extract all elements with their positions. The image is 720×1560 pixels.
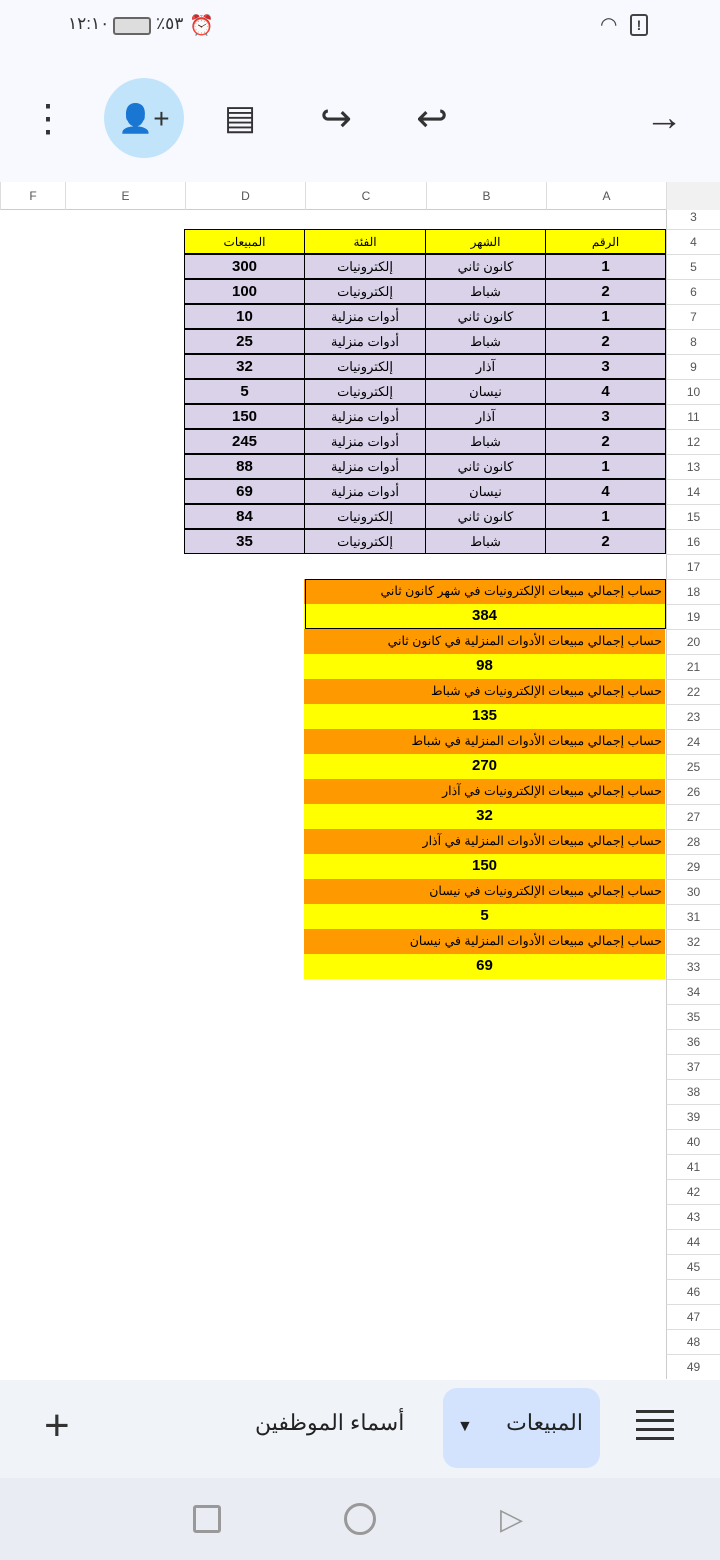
data-cell-A[interactable]: 2	[545, 529, 666, 554]
data-cell-A[interactable]: 3	[545, 404, 666, 429]
row-number[interactable]: 14	[666, 479, 720, 504]
data-cell-B[interactable]: شباط	[425, 329, 546, 354]
sheet-tab-employees[interactable]: أسماء الموظفين	[255, 1410, 405, 1435]
data-cell-A[interactable]: 2	[545, 329, 666, 354]
summary-value-cell[interactable]: 5	[304, 904, 665, 929]
data-cell-A[interactable]: 1	[545, 504, 666, 529]
data-cell-A[interactable]: 1	[545, 254, 666, 279]
summary-label-cell[interactable]: حساب إجمالي مبيعات الإلكترونيات في نيسان	[304, 879, 665, 904]
data-cell-B[interactable]: كانون ثاني	[425, 504, 546, 529]
more-options-icon[interactable]: ⋮	[29, 97, 67, 140]
spreadsheet-grid[interactable]	[0, 210, 720, 1380]
data-cell-A[interactable]: 4	[545, 479, 666, 504]
data-cell-B[interactable]: نيسان	[425, 379, 546, 404]
row-number[interactable]: 34	[666, 979, 720, 1004]
battery-percent: ٪٥٣	[156, 14, 184, 33]
row-number[interactable]: 3	[666, 210, 720, 229]
data-cell-B[interactable]: آذار	[425, 404, 546, 429]
share-add-person-icon[interactable]: 👤+	[104, 78, 184, 158]
redo-icon[interactable]: ↪	[320, 97, 352, 140]
row-number[interactable]: 33	[666, 954, 720, 979]
data-cell-C[interactable]: أدوات منزلية	[304, 479, 426, 504]
clock: ١٢:١٠	[68, 14, 110, 33]
summary-label-cell[interactable]: حساب إجمالي مبيعات الأدوات المنزلية في آذار	[304, 829, 665, 854]
toolbar	[0, 60, 720, 182]
row-number[interactable]: 21	[666, 654, 720, 679]
row-number[interactable]: 46	[666, 1279, 720, 1304]
row-number[interactable]: 25	[666, 754, 720, 779]
data-cell-B[interactable]: كانون ثاني	[425, 254, 546, 279]
wifi-icon: ◠	[600, 14, 618, 36]
data-cell-B[interactable]: شباط	[425, 529, 546, 554]
row-number[interactable]: 12	[666, 429, 720, 454]
row-number[interactable]: 38	[666, 1079, 720, 1104]
row-number[interactable]: 42	[666, 1179, 720, 1204]
header-cell-B[interactable]: الشهر	[425, 229, 546, 254]
column-header-C[interactable]: C	[305, 182, 426, 210]
sim-alert-icon: !	[630, 14, 648, 36]
header-cell-D[interactable]: المبيعات	[184, 229, 305, 254]
data-cell-B[interactable]: كانون ثاني	[425, 304, 546, 329]
forward-arrow-icon[interactable]: →	[645, 96, 683, 139]
data-cell-C[interactable]: إلكترونيات	[304, 529, 426, 554]
data-cell-D[interactable]: 32	[184, 354, 305, 379]
summary-value-cell[interactable]: 69	[304, 954, 665, 979]
row-number[interactable]: 17	[666, 554, 720, 579]
row-number[interactable]: 36	[666, 1029, 720, 1054]
row-number[interactable]: 35	[666, 1004, 720, 1029]
row-number[interactable]: 29	[666, 854, 720, 879]
row-number[interactable]: 26	[666, 779, 720, 804]
header-cell-C[interactable]: الفئة	[304, 229, 426, 254]
row-number[interactable]: 24	[666, 729, 720, 754]
data-cell-C[interactable]: أدوات منزلية	[304, 429, 426, 454]
summary-value-cell[interactable]: 32	[304, 804, 665, 829]
data-cell-B[interactable]: شباط	[425, 279, 546, 304]
row-number[interactable]: 20	[666, 629, 720, 654]
alarm-icon: ⏰	[189, 15, 214, 37]
data-cell-D[interactable]: 5	[184, 379, 305, 404]
row-number[interactable]: 32	[666, 929, 720, 954]
recents-icon[interactable]	[193, 1505, 221, 1533]
data-cell-D[interactable]: 35	[184, 529, 305, 554]
header-cell-A[interactable]: الرقم	[545, 229, 666, 254]
data-cell-A[interactable]: 1	[545, 454, 666, 479]
row-number[interactable]: 41	[666, 1154, 720, 1179]
row-number[interactable]: 27	[666, 804, 720, 829]
row-number[interactable]: 23	[666, 704, 720, 729]
row-number[interactable]: 31	[666, 904, 720, 929]
row-number[interactable]: 5	[666, 254, 720, 279]
row-number[interactable]: 19	[666, 604, 720, 629]
data-cell-C[interactable]: إلكترونيات	[304, 279, 426, 304]
data-cell-D[interactable]: 100	[184, 279, 305, 304]
data-cell-B[interactable]: كانون ثاني	[425, 454, 546, 479]
row-number[interactable]: 45	[666, 1254, 720, 1279]
summary-label-cell[interactable]: حساب إجمالي مبيعات الأدوات المنزلية في كانون ثاني	[304, 629, 665, 654]
summary-label-cell[interactable]: حساب إجمالي مبيعات الإلكترونيات في شهر كانون ثاني	[304, 579, 665, 604]
column-headers	[0, 182, 720, 210]
data-cell-D[interactable]: 245	[184, 429, 305, 454]
data-cell-A[interactable]: 2	[545, 429, 666, 454]
row-number[interactable]: 7	[666, 304, 720, 329]
status-bar	[0, 0, 720, 60]
data-cell-A[interactable]: 1	[545, 304, 666, 329]
dropdown-caret-icon[interactable]: ▼	[457, 1418, 473, 1435]
column-header-B[interactable]: B	[426, 182, 546, 210]
data-cell-A[interactable]: 3	[545, 354, 666, 379]
data-cell-D[interactable]: 84	[184, 504, 305, 529]
data-cell-A[interactable]: 4	[545, 379, 666, 404]
sheet-tab-sales-label: المبيعات	[506, 1410, 583, 1435]
data-cell-D[interactable]: 88	[184, 454, 305, 479]
row-number[interactable]: 48	[666, 1329, 720, 1354]
data-cell-D[interactable]: 300	[184, 254, 305, 279]
row-number[interactable]: 10	[666, 379, 720, 404]
data-cell-D[interactable]: 69	[184, 479, 305, 504]
battery-icon	[113, 17, 151, 35]
sheet-tab-bar	[0, 1380, 720, 1478]
select-all-corner[interactable]	[666, 182, 720, 210]
add-sheet-icon[interactable]: +	[44, 1401, 70, 1450]
row-number[interactable]: 47	[666, 1304, 720, 1329]
column-header-D[interactable]: D	[185, 182, 305, 210]
data-cell-B[interactable]: شباط	[425, 429, 546, 454]
back-icon[interactable]: ▷	[500, 1503, 524, 1536]
all-sheets-menu-icon[interactable]	[636, 1410, 674, 1446]
row-number[interactable]: 15	[666, 504, 720, 529]
summary-value-cell[interactable]: 270	[304, 754, 665, 779]
data-cell-B[interactable]: نيسان	[425, 479, 546, 504]
summary-value-cell[interactable]: 98	[304, 654, 665, 679]
row-number[interactable]: 16	[666, 529, 720, 554]
data-cell-C[interactable]: أدوات منزلية	[304, 454, 426, 479]
data-cell-C[interactable]: إلكترونيات	[304, 254, 426, 279]
column-header-F[interactable]: F	[0, 182, 65, 210]
data-cell-D[interactable]: 150	[184, 404, 305, 429]
data-cell-C[interactable]: إلكترونيات	[304, 504, 426, 529]
summary-label-cell[interactable]: حساب إجمالي مبيعات الإلكترونيات في آذار	[304, 779, 665, 804]
row-number[interactable]: 11	[666, 404, 720, 429]
row-number[interactable]: 39	[666, 1104, 720, 1129]
row-number[interactable]: 9	[666, 354, 720, 379]
summary-value-cell[interactable]: 135	[304, 704, 665, 729]
summary-label-cell[interactable]: حساب إجمالي مبيعات الإلكترونيات في شباط	[304, 679, 665, 704]
data-cell-C[interactable]: أدوات منزلية	[304, 304, 426, 329]
summary-value-cell[interactable]: 150	[304, 854, 665, 879]
row-number[interactable]: 13	[666, 454, 720, 479]
column-header-A[interactable]: A	[546, 182, 666, 210]
data-cell-A[interactable]: 2	[545, 279, 666, 304]
data-cell-B[interactable]: آذار	[425, 354, 546, 379]
home-icon[interactable]	[344, 1503, 376, 1535]
row-number[interactable]: 40	[666, 1129, 720, 1154]
sheet-tab-sales[interactable]	[443, 1388, 600, 1468]
row-number[interactable]: 28	[666, 829, 720, 854]
summary-value-cell[interactable]: 384	[304, 604, 665, 629]
row-number[interactable]: 49	[666, 1354, 720, 1379]
summary-label-cell[interactable]: حساب إجمالي مبيعات الأدوات المنزلية في شباط	[304, 729, 665, 754]
row-number[interactable]: 44	[666, 1229, 720, 1254]
column-header-E[interactable]: E	[65, 182, 185, 210]
data-cell-C[interactable]: أدوات منزلية	[304, 329, 426, 354]
data-cell-C[interactable]: إلكترونيات	[304, 379, 426, 404]
data-cell-D[interactable]: 10	[184, 304, 305, 329]
row-number[interactable]: 22	[666, 679, 720, 704]
system-nav-bar	[0, 1478, 720, 1560]
summary-label-cell[interactable]: حساب إجمالي مبيعات الأدوات المنزلية في نيسان	[304, 929, 665, 954]
comment-icon[interactable]: ▤	[223, 99, 257, 137]
data-cell-D[interactable]: 25	[184, 329, 305, 354]
data-cell-C[interactable]: أدوات منزلية	[304, 404, 426, 429]
row-number[interactable]: 4	[666, 229, 720, 254]
undo-icon[interactable]: ↩	[416, 97, 448, 140]
row-number[interactable]: 6	[666, 279, 720, 304]
row-number[interactable]: 30	[666, 879, 720, 904]
row-number[interactable]: 18	[666, 579, 720, 604]
row-number[interactable]: 8	[666, 329, 720, 354]
data-cell-C[interactable]: إلكترونيات	[304, 354, 426, 379]
row-number[interactable]: 43	[666, 1204, 720, 1229]
row-number[interactable]: 37	[666, 1054, 720, 1079]
